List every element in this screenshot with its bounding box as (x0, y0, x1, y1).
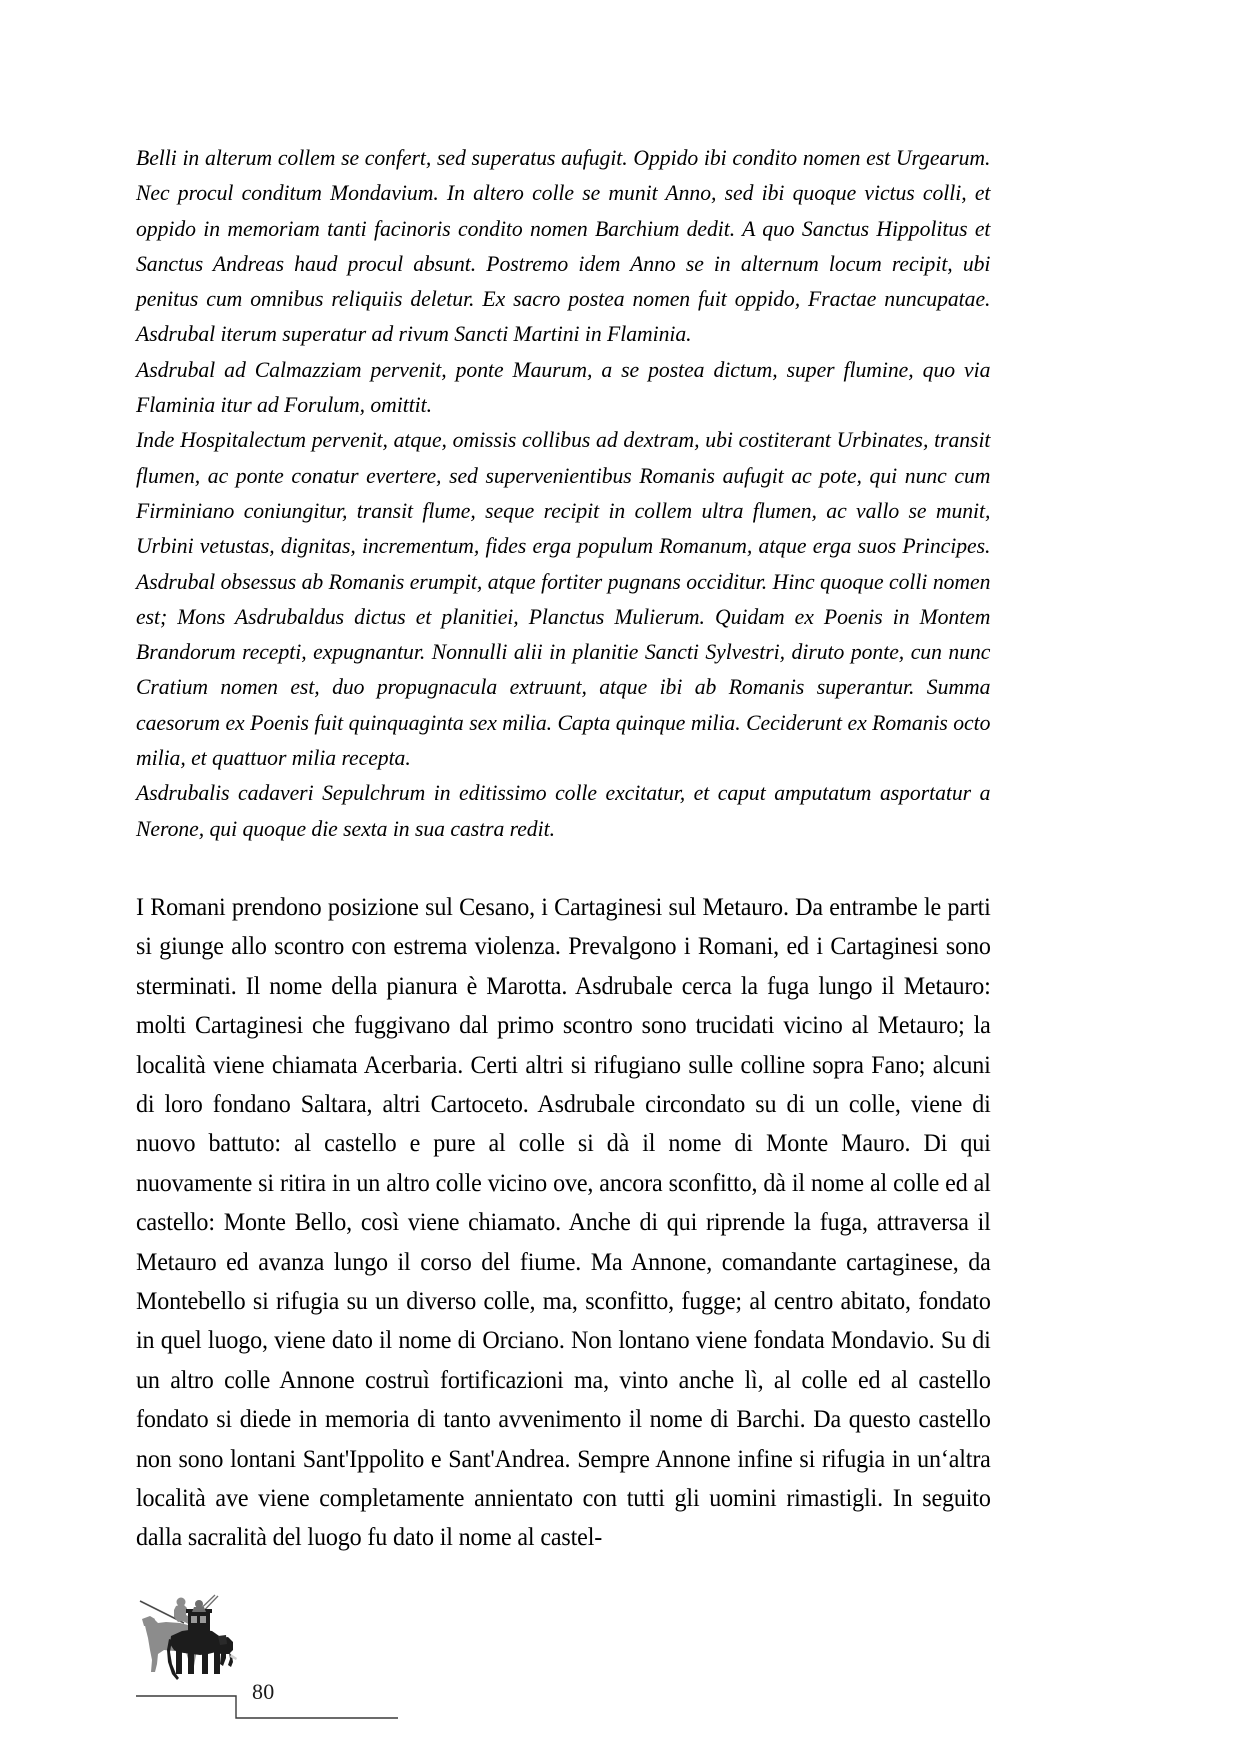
latin-paragraph-1: Belli in alterum collem se confert, sed superatus aufugit. Oppido ibi condito nomen est Urgearum. Nec procul conditum Mondavium. In altero colle se munit Anno, sed ibi quoque victus colli, et oppido in memoriam tanti facinoris condito nomen Barchium dedit. A quo Sanctus Hippolitus et Sanctus Andreas haud procul absunt. Postremo idem Anno se in alternum locum recipit, ubi penitus cum omnibus reliquiis deletur. Ex sacro postea nomen fuit oppido, Fractae nuncupatae. Asdrubal iterum superatur ad rivum Sancti Martini in Flaminia. (136, 145, 991, 347)
latin-quotation-block (136, 140, 990, 846)
page-footer (136, 1592, 556, 1732)
latin-paragraph-3: Inde Hospitalectum pervenit, atque, omissis collibus ad dextram, ubi costiterant Urbinates, transit flumen, ac ponte conatur evertere, sed supervenientibus Romanis aufugit ac pote, qui nunc cum Firminiano coniungitur, transit flume, seque recipit in collem ultra flumen, ac vallo se munit, Urbini vetustas, dignitas, incrementum, fides erga populum Romanum, atque erga suos Principes. Asdrubal obsessus ab Romanis erumpit, atque fortiter pugnans occiditur. Hinc quoque colli nomen est; Mons Asdrubaldus dictus et planitiei, Planctus Mulierum. Quidam ex Poenis in Montem Brandorum recepti, expugnantur. Nonnulli alii in planitie Sancti Sylvestri, diruto ponte, cun nunc Cratium nomen est, duo propugnacula extruunt, atque ibi ab Romanis superantur. Summa caesorum ex Poenis fuit quinquaginta sex milia. Capta quinque milia. Ceciderunt ex Romanis octo milia, et quattuor milia recepta. (136, 427, 991, 771)
italian-paragraph-1: I Romani prendono posizione sul Cesano, i Cartaginesi sul Metauro. Da entrambe le parti si giunge allo scontro con estrema violenza. Prevalgono i Romani, ed i Cartaginesi sono sterminati. Il nome della pianura è Marotta. Asdrubale cerca la fuga lungo il Metauro: molti Cartaginesi che fuggivano dal primo scontro sono trucidati vicino al Metauro; la località viene chiamata Acerbaria. Certi altri si rifugiano sulle colline sopra Fano; alcuni di loro fondano Saltara, altri Cartoceto. Asdrubale circondato su di un colle, viene di nuovo battuto: al castello e pure al colle si dà il nome di Monte Mauro. Di qui nuovamente si ritira in un altro colle vicino ove, ancora sconfitto, dà il nome al colle ed al castello: Monte Bello, così viene chiamato. Anche di qui riprende la fuga, attraversa il Metauro ed avanza lungo il corso del fiume. Ma Annone, comandante cartaginese, da Montebello si rifugia su un diverso colle, ma, sconfitto, fugge; al centro abitato, fondato in quel luogo, viene dato il nome di Orciano. Non lontano viene fondata Mondavio. Su di un altro colle Annone costruì fortificazioni ma, vinto anche lì, al colle ed al castello fondato si diede in memoria di tanto avvenimento il nome di Barchi. Da questo castello non sono lontani Sant'Ippolito e Sant'Andrea. Sempre Annone infine si rifugia in un‘altra località ave viene completamente annientato con tutti gli uomini rimastigli. In seguito dalla sacralità del luogo fu dato il nome al castel- (136, 893, 991, 1552)
footer-stepped-rule (136, 1688, 436, 1722)
page-number: 80 (252, 1679, 275, 1704)
latin-paragraph-4: Asdrubalis cadaveri Sepulchrum in editissimo colle excitatur, et caput amputatum asportatur a Nerone, qui quoque die sexta in sua castra redit. (136, 780, 991, 841)
page-content (136, 140, 990, 1558)
italian-body-block (136, 888, 991, 1558)
latin-paragraph-2: Asdrubal ad Calmazziam pervenit, ponte Maurum, a se postea dictum, super flumine, quo via Flaminia itur ad Forulum, omittit. (136, 356, 991, 418)
